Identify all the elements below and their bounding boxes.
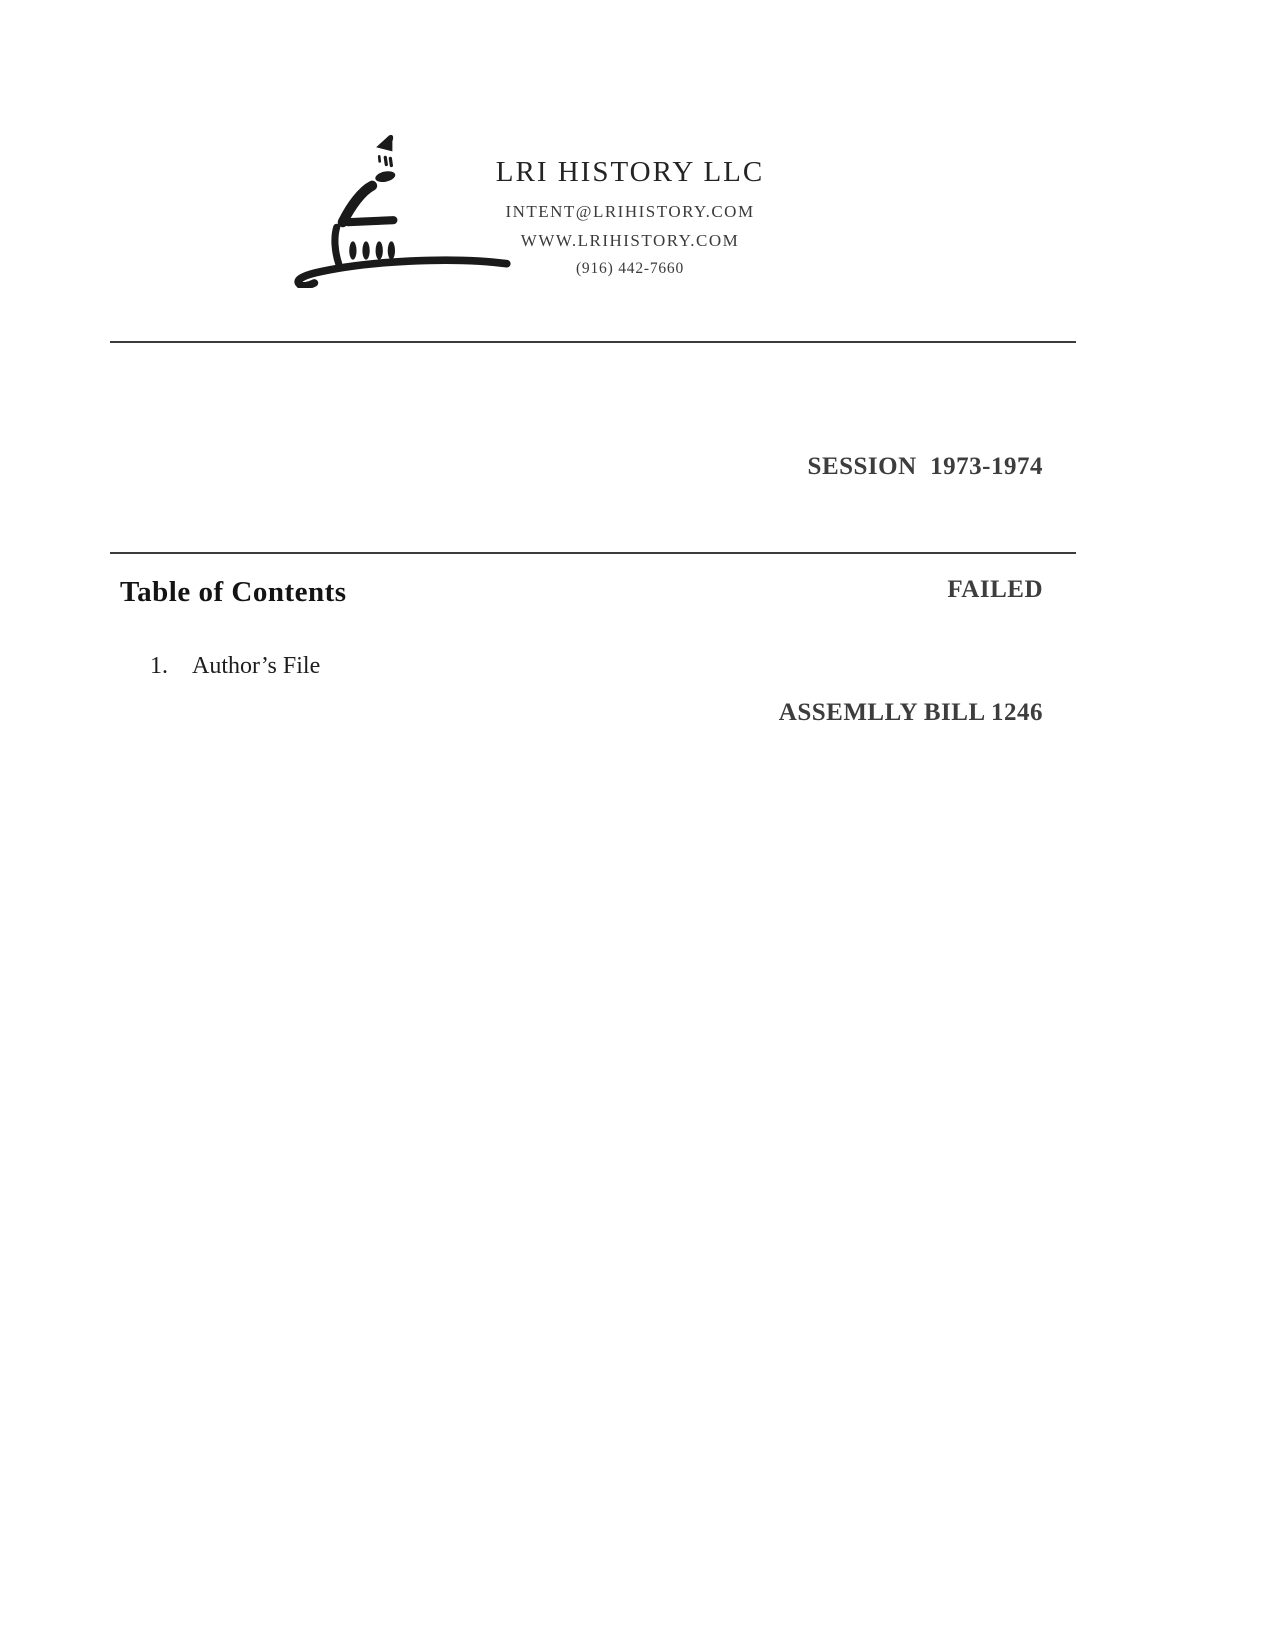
company-name: LRI HISTORY LLC	[495, 156, 765, 188]
divider-top	[110, 341, 1076, 343]
toc-item-label: Author’s File	[192, 653, 321, 679]
session-line: SESSION 1973-1974	[807, 453, 1043, 480]
company-email: INTENT@LRIHISTORY.COM	[505, 202, 755, 221]
session-block	[779, 364, 1043, 815]
toc-item-number: 1.	[150, 653, 168, 679]
status-line: FAILED	[947, 576, 1043, 603]
bill-line: ASSEMLLY BILL 1246	[778, 699, 1043, 726]
toc-heading: Table of Contents	[120, 576, 347, 608]
company-phone: (916) 442-7660	[575, 260, 685, 277]
letterhead	[420, 158, 840, 277]
toc-item	[150, 653, 320, 680]
dome-stroke	[343, 186, 372, 222]
cupola-shape	[374, 170, 396, 184]
flag-shape	[376, 135, 393, 151]
company-website: WWW.LRIHISTORY.COM	[520, 231, 740, 250]
